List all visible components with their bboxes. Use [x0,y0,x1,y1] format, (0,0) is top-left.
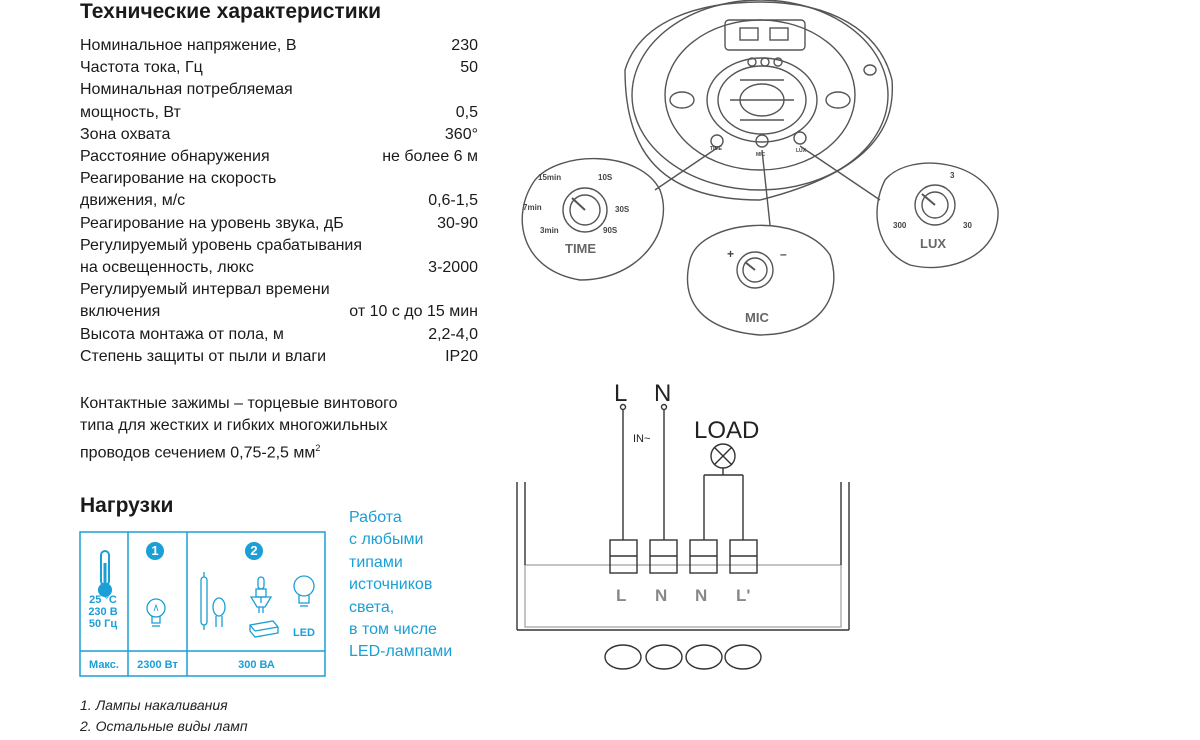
time-mark: 3min [540,226,559,235]
note-line: Работа [349,509,402,526]
max-incandescent: 2300 Вт [137,659,178,671]
spec-label: движения, м/с [80,192,186,210]
spec-label: включения [80,303,161,321]
time-mark: 30S [615,205,630,214]
spec-label: Частота тока, Гц [80,59,203,77]
time-mark: 7min [523,203,542,212]
spec-label: мощность, Вт [80,103,181,121]
terminal-label: N [695,586,708,605]
specs-title: Технические характеристики [80,0,382,23]
led-compat-note [349,507,469,664]
note-line: LED-лампами [349,643,453,661]
spec-value: 0,5 [455,103,478,121]
time-mark: 15min [538,173,562,182]
terminal-label: N [655,586,668,605]
sensor-diagram [510,0,1010,340]
spec-value: IP20 [445,347,478,365]
incandescent-bulb-icon [144,597,168,633]
spec-value: 30-90 [437,214,478,232]
spec-label: Номинальное напряжение, В [80,37,297,54]
lux-label: LUX [920,236,946,251]
mic-minus: – [780,247,787,261]
loads-title: Нагрузки [80,494,174,517]
spec-label: Регулируемый уровень срабатывания [80,236,363,254]
spec-label: Регулируемый интервал времени [80,281,330,299]
spec-value: от 10 с до 15 мин [349,303,478,321]
spec-label: Расстояние обнаружения [80,148,270,165]
spec-label: Высота монтажа от пола, м [80,325,284,343]
spec-label: на освещенность, люкс [80,259,254,276]
spec-label: Реагирование на скорость [80,170,277,188]
spec-value: 230 [451,37,478,54]
spec-label: Номинальная потребляемая [80,81,293,99]
terminal-label: L' [736,586,751,605]
spec-label: Зона охвата [80,125,171,143]
spec-label: Реагирование на уровень звука, дБ [80,214,344,232]
lux-mark: 3 [950,171,955,180]
spec-value: 3-2000 [428,259,478,276]
wire-label-l: L [614,380,628,407]
lux-mark: 300 [893,221,907,230]
col2-badge: 2 [245,542,263,560]
spec-value: 50 [460,59,478,77]
condition-temp: 25 °C [89,594,117,606]
thermometer-icon [95,549,115,599]
time-label: TIME [565,241,597,256]
knob-label: TIME [710,146,722,152]
time-mark: 10S [598,173,613,182]
clamps-line: проводов сечением 0,75-2,5 $мм^2$ [80,443,321,462]
spot-lamp-icon [249,591,273,615]
terminal-label: L [616,586,627,605]
footnote-1: 1. Лампы накаливания [80,697,228,713]
spec-value: не более 6 м [382,148,478,165]
note-line: в том числе [349,621,437,639]
col1-badge: 1 [146,542,164,560]
mic-label: MIC [745,310,769,325]
condition-freq: 50 Гц [88,618,118,630]
halogen-capsule-icon [209,595,229,629]
max-label: Макс. [89,659,119,671]
note-line: с любыми [349,531,424,549]
conditions [81,594,125,630]
led-label: LED [293,627,315,639]
led-bulb-icon [291,575,317,615]
note-line: источников [349,576,433,594]
time-mark: 90S [603,226,618,235]
note-line: света, [349,598,395,616]
clamps-description [80,393,460,464]
input-label: IN~ [633,433,651,445]
knob-label: LUX [796,148,806,154]
note-line: типами [349,553,403,571]
knob-label: MIC [756,152,766,158]
spec-value: 0,6-1,5 [428,192,478,210]
transformer-icon [247,619,281,639]
loads-table [79,531,326,677]
lux-mark: 30 [963,221,972,230]
condition-voltage: 230 В [88,606,118,618]
wiring-diagram [510,370,860,680]
load-label: LOAD [694,417,760,444]
mic-plus: + [727,247,735,261]
clamps-line: Контактные зажимы – торцевые винтового [80,395,398,412]
footnote-2: 2. Остальные виды ламп [80,718,248,734]
spec-label: Степень защиты от пыли и влаги [80,347,327,365]
spec-value: 360° [444,125,478,143]
clamps-line: типа для жестких и гибких многожильных [80,417,388,434]
wire-label-n: N [654,380,672,407]
spec-value: 2,2-4,0 [428,325,478,343]
max-other: 300 ВА [238,659,275,671]
